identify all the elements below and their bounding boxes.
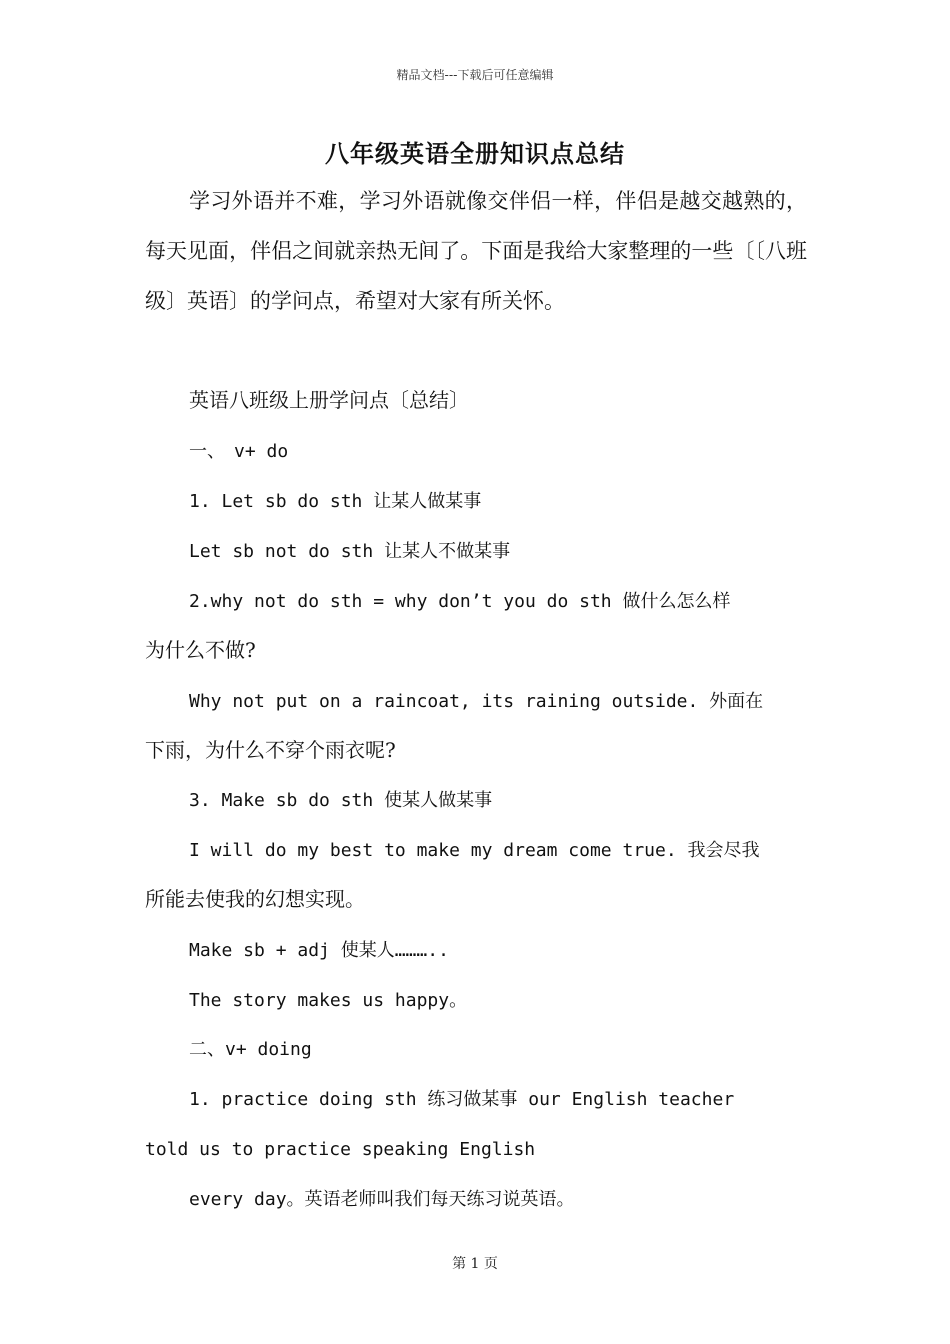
section1-heading: 英语八班级上册学问点〔总结〕 [189, 388, 469, 412]
example1-line1 [145, 675, 851, 727]
item3-make-adj [145, 924, 851, 976]
section2-subheading [145, 1023, 851, 1075]
item3-make-text: 3. Make sb do sth 使某人做某事 [189, 790, 493, 811]
section2-item1-line3 [145, 1173, 851, 1225]
example2-line1 [145, 824, 851, 876]
item2-line1-text: 2.why not do sth = why don’t you do sth 做什么怎么样 [189, 591, 731, 612]
item1-let [145, 475, 851, 527]
example1-line2: 下雨，为什么不穿个雨衣呢? [145, 738, 396, 762]
page-header: 精品文档---下载后可任意编辑 [396, 68, 554, 82]
item1-let-text: 1. Let sb do sth 让某人做某事 [189, 491, 482, 512]
page-footer: 第 1 页 [452, 1256, 498, 1272]
example3-text: The story makes us happy。 [189, 990, 468, 1011]
section1-subheading [145, 425, 851, 477]
item3-make-adj-text: Make sb + adj 使某人……….. [189, 940, 449, 961]
section2-item1-line1 [145, 1073, 851, 1125]
section2-item1-line2-text: told us to practice speaking English [145, 1139, 536, 1160]
document-title: 八年级英语全册知识点总结 [325, 139, 625, 168]
item1-let-not [145, 525, 851, 577]
example2-line1-text: I will do my best to make my dream come true. 我会尽我 [189, 840, 760, 861]
section2-item1-line1-text: 1. practice doing sth 练习做某事 our English teacher [189, 1089, 735, 1110]
section2-subheading-text: 二、v+ doing [189, 1039, 312, 1060]
example1-line1-text: Why not put on a raincoat, its raining outside. 外面在 [189, 691, 764, 712]
item1-let-not-text: Let sb not do sth 让某人不做某事 [189, 541, 511, 562]
section2-item1-line3-text: every day。英语老师叫我们每天练习说英语。 [189, 1189, 575, 1210]
item2-line1 [145, 575, 851, 627]
example3 [145, 974, 851, 1026]
section2-item1-line2 [145, 1123, 807, 1175]
item2-line2: 为什么不做? [145, 638, 256, 662]
example2-line2: 所能去使我的幻想实现。 [145, 887, 365, 911]
intro-paragraph: 学习外语并不难，学习外语就像交伴侣一样，伴侣是越交越熟的，每天见面，伴侣之间就亲热无间了。下面是我给大家整理的一些〔〔八班级〕英语〕的学问点，希望对大家有所关怀。 [145, 189, 807, 313]
section1-subheading-text: 一、 v+ do [189, 441, 289, 462]
item3-make [145, 774, 851, 826]
